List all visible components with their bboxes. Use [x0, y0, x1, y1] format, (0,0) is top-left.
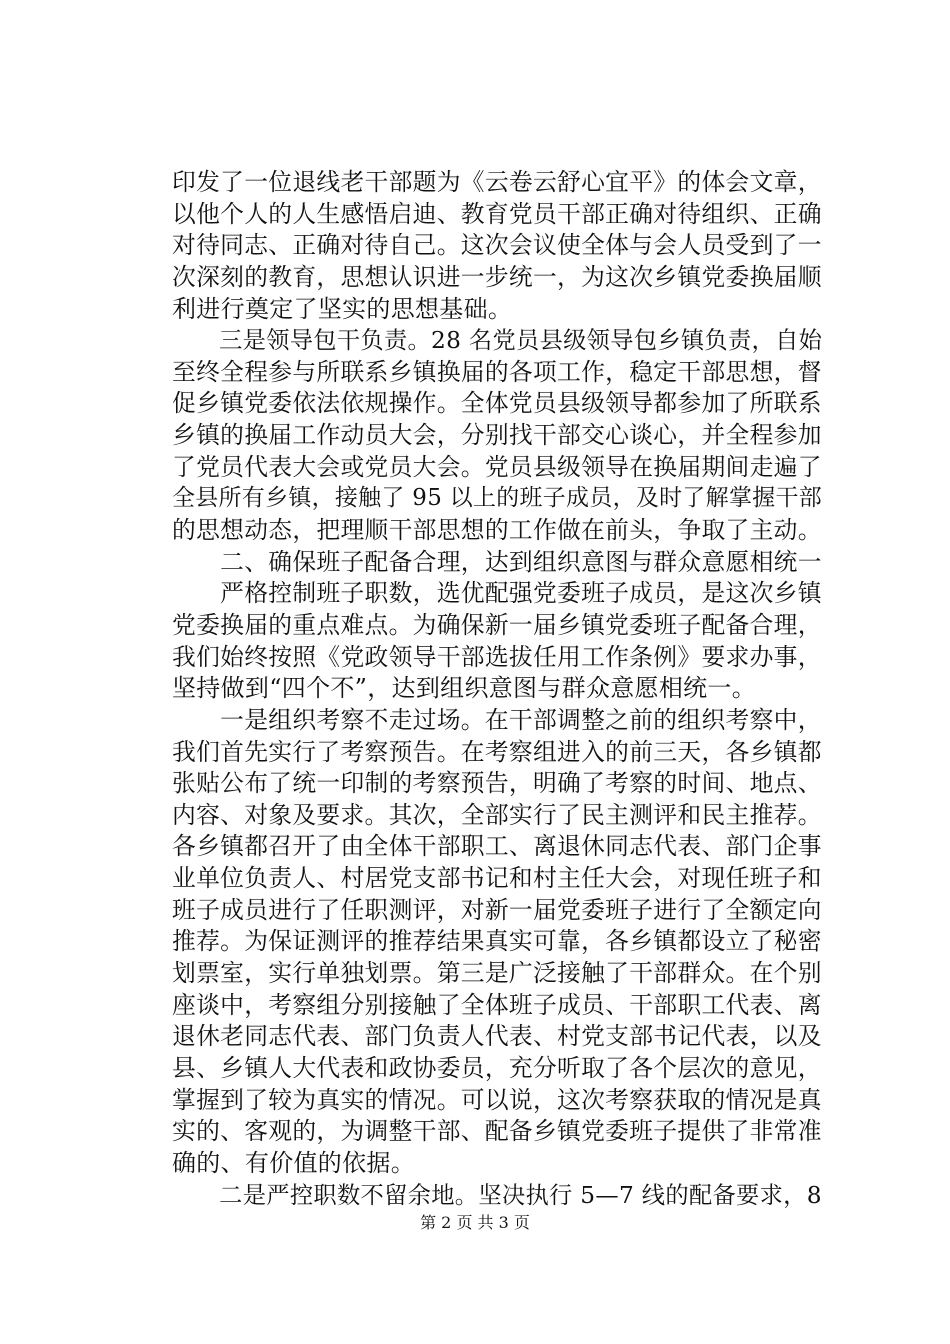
- text-line: 内容、对象及要求。其次，全部实行了民主测评和民主推荐。: [172, 800, 822, 829]
- text-line: 我们始终按照《党政领导干部选拔任用工作条例》要求办事，: [172, 642, 822, 671]
- text-line: 座谈中，考察组分别接触了全体班子成员、干部职工代表、离: [172, 990, 822, 1019]
- text-line: 各乡镇都召开了由全体干部职工、离退休同志代表、部门企事: [172, 832, 822, 861]
- text-line: 至终全程参与所联系乡镇换届的各项工作，稳定干部思想，督: [172, 357, 822, 386]
- text-line: 利进行奠定了坚实的思想基础。: [172, 294, 513, 323]
- text-line: 了党员代表大会或党员大会。党员县级领导在换届期间走遍了: [172, 452, 822, 481]
- text-line: 掌握到了较为真实的情况。可以说，这次考察获取的情况是真: [172, 1085, 822, 1114]
- text-line: 以他个人的人生感悟启迪、教育党员干部正确对待组织、正确: [172, 199, 822, 228]
- text-line: 严格控制班子职数，选优配强党委班子成员，是这次乡镇: [172, 579, 822, 608]
- page-footer: 第 2 页 共 3 页: [420, 1213, 530, 1232]
- text-line: 业单位负责人、村居党支部书记和村主任大会，对现任班子和: [172, 864, 822, 893]
- text-line: 一是组织考察不走过场。在干部调整之前的组织考察中，: [172, 705, 822, 734]
- text-line: 次深刻的教育，思想认识进一步统一，为这次乡镇党委换届顺: [172, 262, 822, 291]
- text-line: 我们首先实行了考察预告。在考察组进入的前三天，各乡镇都: [172, 737, 822, 766]
- text-line: 对待同志、正确对待自己。这次会议使全体与会人员受到了一: [172, 231, 822, 260]
- text-line: 实的、客观的，为调整干部、配备乡镇党委班子提供了非常准: [172, 1117, 822, 1146]
- text-line: 乡镇的换届工作动员大会，分别找干部交心谈心，并全程参加: [172, 421, 822, 450]
- text-line: 划票室，实行单独划票。第三是广泛接触了干部群众。在个别: [172, 959, 822, 988]
- text-line: 三是领导包干负责。28 名党员县级领导包乡镇负责，自始: [172, 327, 823, 355]
- text-line: 二是严控职数不留余地。坚决执行 5—7 线的配备要求，8: [172, 1181, 822, 1209]
- text-line: 坚持做到“四个不”，达到组织意图与群众意愿相统一。: [172, 674, 757, 703]
- text-line: 推荐。为保证测评的推荐结果真实可靠，各乡镇都设立了秘密: [172, 927, 822, 956]
- text-line: 全县所有乡镇，接触了 95 以上的班子成员，及时了解掌握干部: [172, 485, 823, 512]
- text-line: 县、乡镇人大代表和政协委员，充分听取了各个层次的意见，: [172, 1053, 822, 1082]
- text-line: 张贴公布了统一印制的考察预告，明确了考察的时间、地点、: [172, 769, 822, 798]
- text-line: 二、确保班子配备合理，达到组织意图与群众意愿相统一: [172, 547, 822, 576]
- text-line: 班子成员进行了任职测评，对新一届党委班子进行了全额定向: [172, 895, 822, 924]
- text-line: 党委换届的重点难点。为确保新一届乡镇党委班子配备合理，: [172, 610, 822, 639]
- document-body: [172, 167, 822, 1211]
- text-line: 退休老同志代表、部门负责人代表、村党支部书记代表，以及: [172, 1022, 822, 1051]
- text-line: 促乡镇党委依法依规操作。全体党员县级领导都参加了所联系: [172, 389, 822, 418]
- text-line: 确的、有价值的依据。: [172, 1148, 415, 1177]
- text-line: 的思想动态，把理顺干部思想的工作做在前头，争取了主动。: [172, 516, 822, 545]
- text-line: 印发了一位退线老干部题为《云卷云舒心宜平》的体会文章，: [172, 168, 822, 196]
